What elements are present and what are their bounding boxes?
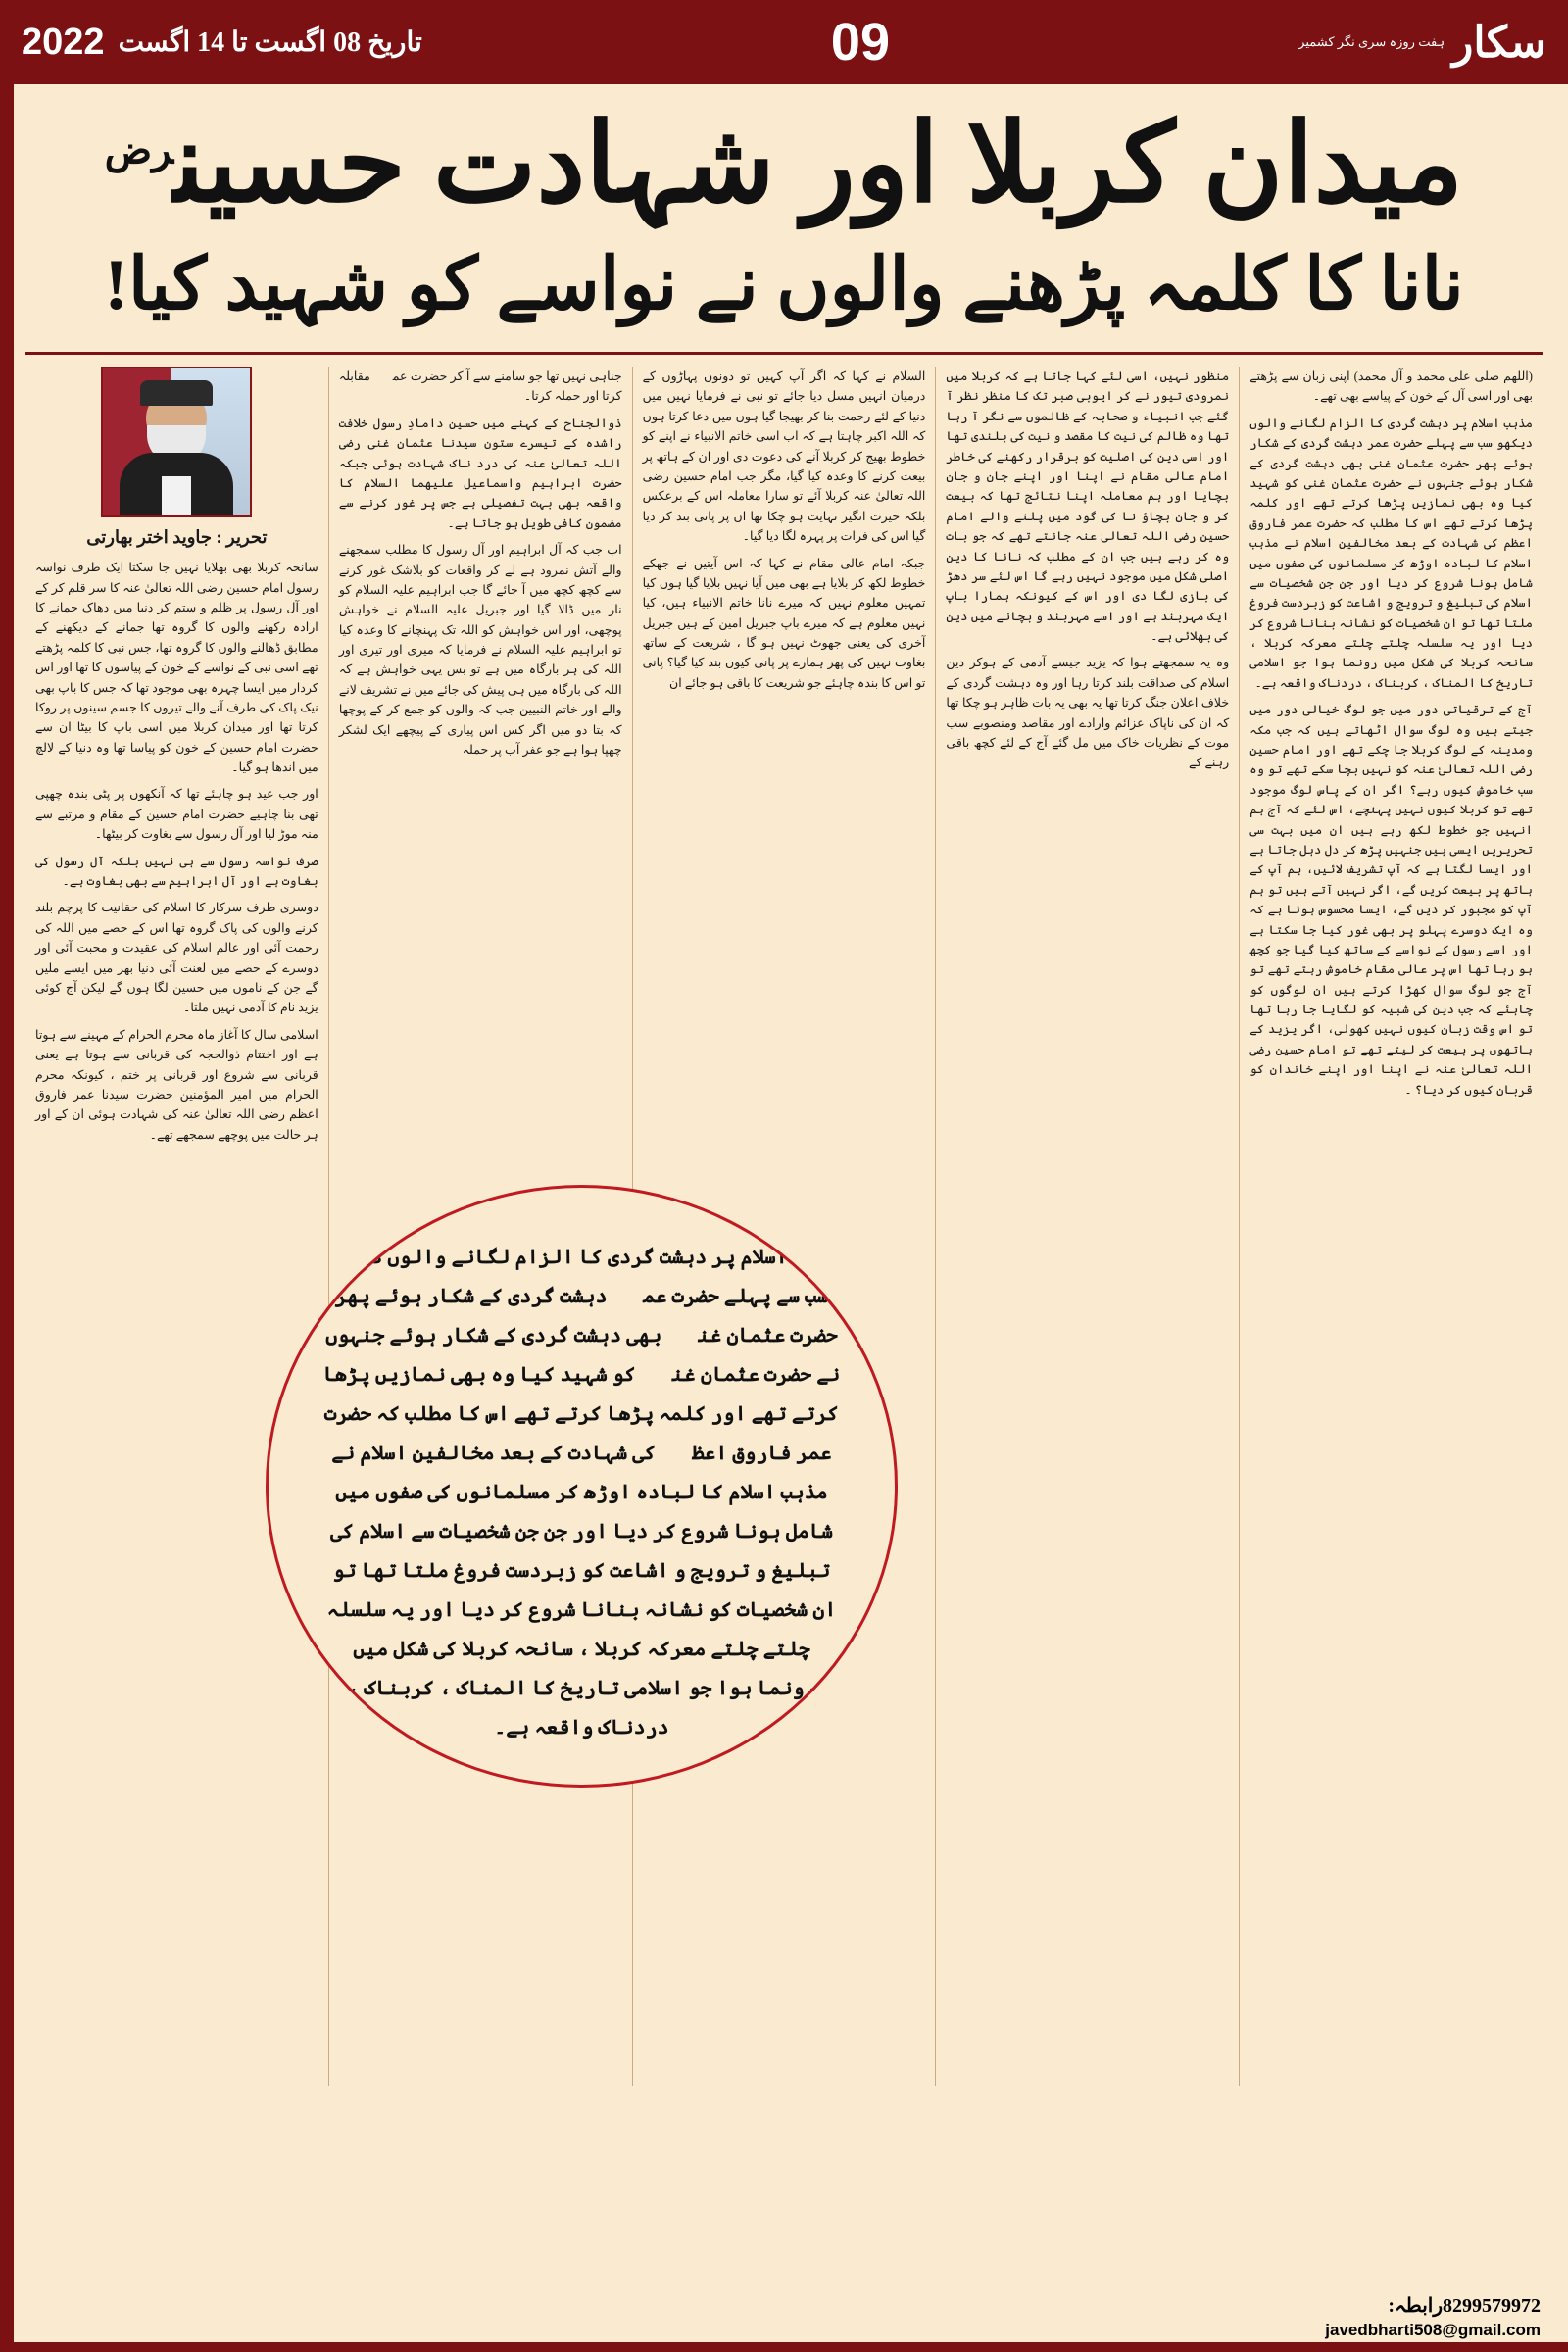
contact-email: javedbharti508@gmail.com (1325, 2321, 1541, 2340)
paragraph: جناہی نہیں تھا جو سامنے سے آ کر حضرت عمرؓ مقابلہ کرتا اور حملہ کرتا۔ (338, 368, 622, 404)
article-column-5 (25, 367, 328, 2086)
paragraph: دوسری طرف سرکار کا اسلام کی حقانیت کا پرچم بلند کرنے والوں کی پاک گروہ تھا اس کے حصے میں اللہ کی رحمت آئی اور عالم اسلام کی عقیدت و محبت آئی اور دوسرے کے حصے میں لعنت آئی دنیا بھر میں ایسے ملیں گے جن کے ناموں میں حسین لگا ہوں گے لیکن آج کوئی یزید نام کا آدمی نہیں ملتا۔ (35, 901, 318, 1015)
headline-block (0, 84, 1568, 336)
paragraph: اسلامی سال کا آغاز ماہ محرم الحرام کے مہینے سے ہوتا ہے اور اختتام ذوالحجہ کی قربانی سے ہوتا ہے یعنی قربانی سے شروع اور قربانی پر ختم ، کیونکہ محرم الحرام میں امیر المؤمنین حضرت سیدنا عمر فاروق اعظم رضی اللہ تعالیٰ عنہ کی شہادت ہوئی ان کے اور ہر حالت میں پوچھے سمجھے تھے۔ (35, 1027, 318, 1142)
paragraph: صرف نواسہ رسول سے ہی نہیں بلکہ آل رسول کی بغاوت ہے اور آل ابراہیم سے بھی بغاوت ہے۔ (35, 854, 318, 889)
contact-phone: 8299579972 (1443, 2295, 1541, 2318)
issue-year: 2022 (22, 21, 105, 63)
pull-quote-oval (266, 1185, 898, 1788)
page-left-edge-band (0, 0, 14, 2352)
portrait-cap-shape (140, 380, 213, 406)
headline-honorific: رض (104, 127, 174, 172)
paragraph: منظور نہیں، اسی لئے کہا جاتا ہے کہ کربلا میں نمرودی تیور نے کر ایوبی صبر تک کا منظر نظر آ گئے جب انبیاء و صحابہ کے ظالموں سے نگر آ رہا تھا وہ ظالم کی نیت کا مقصد و نیت کی بلندی تھا اور اسی دین کی اصلیت کو برقرار رکھنے کی خاطر امام عالی مقام نے اپنا اور اپنے جان و جان بچایا اور ہم معاملہ اپنا نتائج تھا کہ بیعت کر و جان بچاؤ نا کی گود میں پلنے والے امام حسین رضی اللہ تعالیٰ عنہ جانتے تھے کہ جو بات وہ کر رہے ہیں جب ان کے مطلب کہ نانا کا دین اصلی شکل میں موجود نہیں رہے گا اس لئے سر دھڑ کی بازی لگا دی اور اس کے کیونکہ ہمارا باپ ایک مہربند ہے اور اسے مہربند و بچانے میں دین کی بھلائی ہے۔ (946, 368, 1230, 644)
contact-phone-line (1325, 2293, 1541, 2320)
headline-divider (25, 352, 1543, 355)
page-title (29, 102, 1539, 228)
paragraph: اور جب عید ہو چاہئے تھا کہ آنکھوں پر پٹی بندہ چھپی تھی بنا چاہیے حضرت امام حسین کے مقام و مرتبے سے منہ موڑ لیا اور آل رسول سے بغاوت کر بیٹھا۔ (35, 787, 318, 842)
paragraph: السلام نے کہا کہ اگر آپ کہیں تو دونوں پہاڑوں کے درمیان انہیں مسل دیا جائے تو نبی نے فرمایا نہیں میں دنیا کے لئے رحمت بنا کر بھیجا گیا ہوں میں دعا کرتا ہوں کہ اللہ اکبر چاہتا ہے کہ اب اسی خاتم الانبیاء نے اپنے کو خطوط بھیج کر کربلا آنے کی دعوت دی اور ان کے ہاتھ پر بیعت کرنے کا وعدہ کیا گیا، مگر جب امام حسین رضی اللہ تعالیٰ عنہ کربلا آئے تو سارا معاملہ اس کے برعکس بلکہ حیرت انگیز نہایت ہو چکا تھا ان پر پانی بند کر دیا گیا اس کی فرات پر پہرہ لگا دیا گیا۔ (642, 368, 926, 544)
paragraph: جبکہ امام عالی مقام نے کہا کہ اس آیتیں نے جھکے خطوط لکھ کر بلایا ہے بھی میں آیا نہیں بلایا گیا ہوں کیا تمہیں معلوم نہیں کہ میرے نانا خاتم الانبیاء ہیں، کیا نہیں معلوم ہے کہ میرے باپ جبریل امین کے ہیں جبریل آخری کی یعنی جھوٹ نہیں ہو گا ، شریعت کے ساتھ بغاوت نہیں کی پھر ہمارے پر پانی کیوں بند کیا گیا؟ پانی تو اس کا بندہ چاہئے جو شریعت کا باقی ہو جائے ان (642, 556, 926, 690)
contact-block (1325, 2293, 1541, 2342)
paragraph: (اللھم صلی علی محمد و آل محمد) اپنی زبان سے پڑھتے بھی اور اسی آل کے خون کے پیاسے بھی تھے۔ (1250, 368, 1533, 404)
paragraph: آج کے ترقیاتی دور میں جو لوگ خیالی دور میں جیتے ہیں وہ لوگ سوال اٹھاتے ہیں کہ جب مکہ ومدینہ کے لوگ کربلا جا چکے تھے اور امام حسین رضی اللہ تعالیٰ عنہ کو نہیں بچا سکے تھے تو وہ سب خاموش کیوں رہے؟ اگر ان کے پاس لوگ موجود تھے تو کربلا کیوں نہیں پہنچے، اس لئے کہ آج ہم انہیں جو خطوط لکھ رہے ہیں ان میں بہت سی تحریریں ایسی ہیں جنہیں پڑھ کر دل دہل جاتا ہے اور ایسا لگتا ہے کہ آپ تشریف لائیں، ہم آپ کے ہاتھ پر بیعت کریں گے، اگر نہیں آتے ہیں تو ہم آپ کو مجبور کر دیں گے، ایسا محسوس ہوتا ہے کہ وہ ایک دوسرے پہلو پر بھی غور کیا جا سکتا ہے اور اسے رسول کے نواسے کے ساتھ کیا گیا جو کچھ ہو رہا تھا اس پر عالی مقام خاموش رہتے تھے تو آج جو لوگ سوال کھڑا کرتے ہیں ان لوگوں کو چاہئے کہ جب دین کی شبیہ کو لگایا جا رہا تھا تو اس وقت زبان کیوں نہیں کھولی، اگر یزید کے ہاتھوں پر بیعت کر لیتے تھے تو امام حسین رضی اللہ تعالیٰ عنہ نے اپنا اور اپنے خاندان کو قربان کیوں کر دیا؟ ۔ (1250, 703, 1533, 1097)
byline-label: تحریر : (216, 526, 268, 547)
headline-main-text: میدان کربلا اور شہادت حسین (173, 104, 1464, 225)
masthead (0, 0, 1568, 84)
article-column-1 (1239, 367, 1543, 2086)
contact-label: رابطہ: (1388, 2295, 1443, 2318)
issue-date-text: تاریخ 08 اگست تا 14 اگست (118, 27, 422, 58)
issue-number: 09 (830, 13, 890, 72)
paragraph: سانحہ کربلا بھی بھلایا نہیں جا سکتا ایک طرف نواسہ رسول امام حسین رضی اللہ تعالیٰ عنہ کا سر قلم کر کے اور آل رسول پر ظلم و ستم کر دنیا میں دھاک جمانے کا ارادہ رکھنے والوں کا گروہ تھا جمانے کے دیکھنے کے مطابق ڈھالنے والوں کا گروہ تھا، جس نبی کا کلمہ پڑھتے تھے اسی نبی کے نواسے کے خون کے پیاسوں کا تھا اور اس کردار میں ایسا چہرہ بھی موجود تھا کہ جس کا باپ بھی نیک پاک کی طرف آنے والے تیروں کا جسم سینوں پر روکا کرتا تھا اور میدان کربلا میں اسی باپ کا بیٹا ان سے حضرت امام حسین کے خون کو پیاسا تھا وہ دنیا کے لالچ میں اندھا ہو گیا۔ (35, 561, 318, 775)
pull-quote-text: مذہب اسلام پر دہشت گردی کا الزام لگانے والوں دیکھو سب سے پہلے حضرت عمرؓ دہشت گردی کے شکار ہوئے پھر حضرت عثمان غنیؓ بھی دہشت گردی کے شکار ہوئے جنہوں نے حضرت عثمان غنیؓ کو شہید کیا وہ بھی نمازیں پڑھا کرتے تھے اور کلمہ پڑھا کرتے تھے اس کا مطلب کہ حضرت عمر فاروق اعظمؓ کی شہادت کے بعد مخالفین اسلام نے مذہب اسلام کا لبادہ اوڑھ کر مسلمانوں کی صفوں میں شامل ہونا شروع کر دیا اور جن جن شخصیات سے اسلام کی تبلیغ و ترویج و اشاعت کو زبردست فروغ ملتا تھا تو ان شخصیات کو نشانہ بنانا شروع کر دیا اور یہ سلسلہ چلتے چلتے معرکہ کربلا ، سانحہ کربلا کی شکل میں رونما ہوا جو اسلامی تاریخ کا المناک ، کربناک ، دردناک واقعہ ہے۔ (322, 1246, 841, 1739)
paragraph: مذہب اسلام پر دہشت گردی کا الزام لگانے والوں دیکھو سب سے پہلے حضرت عمر دہشت گردی کے شکار ہوئے پھر حضرت عثمان غنی بھی دہشت گردی کے شکار ہوئے جنہوں نے حضرت عثمان غنی کو شہید کیا وہ بھی نمازیں پڑھا کرتے تھے اور کلمہ پڑھا کرتے تھے اس کا مطلب کہ حضرت عمر فاروق اعظم کی شہادت کے بعد مخالفین اسلام نے مذہب اسلام کا لبادہ اوڑھ کر مسلمانوں کی صفوں میں شامل ہونا شروع کر دیا اور جن جن شخصیات سے اسلام کی تبلیغ و ترویج و اشاعت کو زبردست فروغ ملتا تھا تو ان شخصیات کو نشانہ بنانا شروع کر دیا اور یہ سلسلہ چلتے چلتے معرکہ کربلا ، سانحہ کربلا کی شکل میں رونما ہوا جو اسلامی تاریخ کا المناک ، کربناک ، دردناک واقعہ ہے۔ (1250, 416, 1533, 690)
article-column-2 (935, 367, 1239, 2086)
paragraph: اب جب کہ آل ابراہیم اور آل رسول کا مطلب سمجھنے والے آتش نمرود ہے لے کر واقعات کو بلاشک غور کرنے سے کچھ کچھ میں آ جائے گا جب ابراہیم علیہ السلام کو نار میں ڈالا گیا اور جبریل علیہ السلام نے خواہش پوچھی، اور اس خواہش کو اللہ تک پہنچانے کا وعدہ کیا تو ابراہیم علیہ السلام نے فرمایا کہ میری اور تیری اور اللہ کی ہر بارگاہ میں ہے تو بس یہی خواہش ہے کہ اللہ کی بارگاہ میں ہی پیش کی جائے میں نے تشریف لانے والے اور خاتم النبیین جب کہ والوں کو جمع کر کے پوچھا کہ بتا دو میں اگر کس اس پیاری کے پیچھے ایک لشکر چھپا ہوا ہے جو عفر آب پر حملہ (338, 543, 622, 758)
author-name: جاوید اختر بھارتی (86, 526, 213, 547)
headline-subtitle: نانا کا کلمہ پڑھنے والوں نے نواسے کو شہید کیا! (104, 244, 1464, 325)
author-block (35, 367, 318, 550)
paragraph: وہ یہ سمجھتے ہوا کہ یزید جیسے آدمی کے ہوکر دین اسلام کی صداقت بلند کرتا رہا اور وہ دہشت گردی کے خلاف اعلان جنگ کرتا تھا یہ بھی یہ بات ظاہر ہو چکا تھا کہ ان کی ناپاک عزائم وارادے اور مقاصد ومنصوبے سب موت کے نظریات خاک میں مل گئے آج کے لئے کچھ باقی رہنے کے (946, 656, 1230, 770)
article-body (25, 367, 1543, 2086)
portrait-collar-shape (162, 476, 191, 515)
logo-text: سکار (1452, 18, 1546, 67)
column-container (25, 367, 1543, 2086)
page-bottom-band (0, 2342, 1568, 2352)
issue-date-line (22, 22, 422, 64)
publication-logo (1298, 18, 1546, 68)
byline (35, 525, 318, 550)
paragraph: ذوالجناح کے کہنے میں حسین دامادِ رسول خلافت راشدہ کے تیسرے ستون سیدنا عثمان غنی رضی اللہ تعالیٰ عنہ کی درد ناک شہادت ہوئی جبکہ حضرت ابراہیم واسماعیل علیھما السلام کا واقعہ بھی بہت تفصیلی ہے جس پر غور کرنے سے مضمون کافی طویل ہو جاتا ہے۔ (338, 416, 622, 530)
author-photo (101, 367, 252, 517)
logo-subtitle: ہفت روزہ سری نگر کشمیر (1298, 33, 1446, 49)
